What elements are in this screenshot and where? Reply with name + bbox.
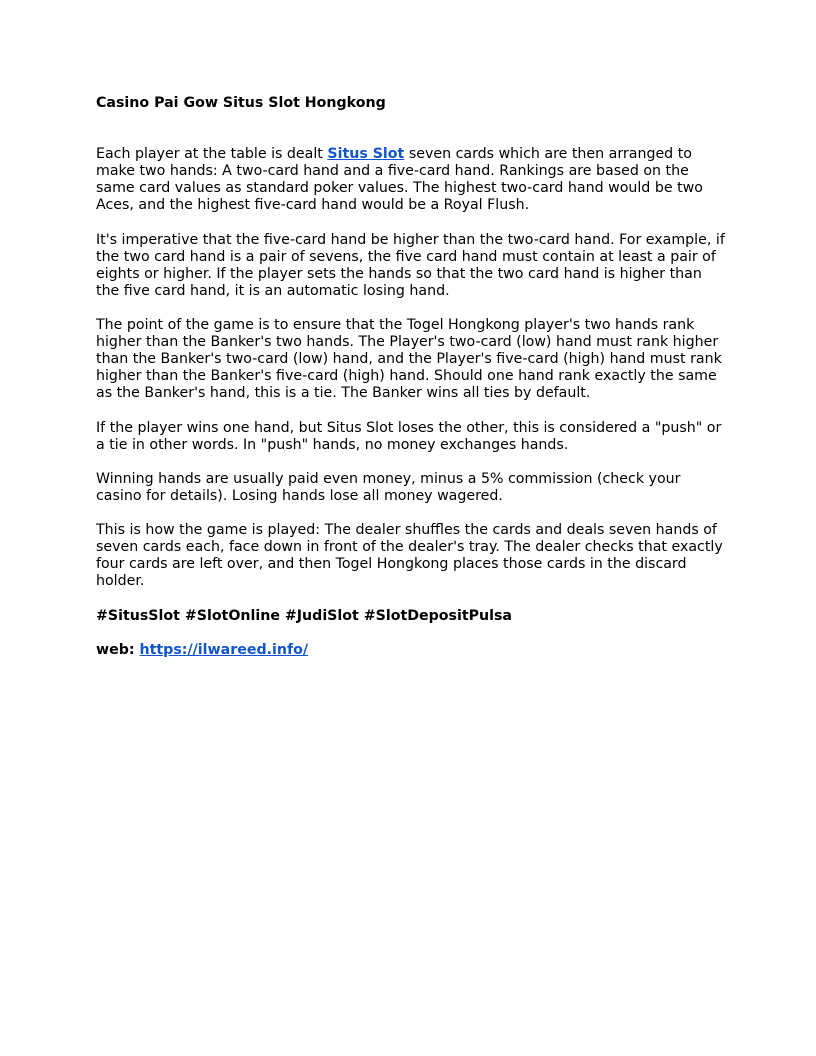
paragraph-1 — [96, 146, 726, 214]
situs-slot-link[interactable]: Situs Slot — [327, 146, 405, 163]
paragraph-1-after: seven cards which are then arranged to make two hands: A two-card hand and a five-card hand. Rankings are based on the same card values as standard poker values. The highest two-card hand would be two Aces, and the highest five-card hand would be a Royal Flush. — [96, 146, 703, 214]
hashtags: #SitusSlot #SlotOnline #JudiSlot #SlotDepositPulsa — [96, 607, 512, 624]
paragraph-5: Winning hands are usually paid even money, minus a 5% commission (check your casino for details). Losing hands lose all money wagered. — [96, 470, 681, 504]
paragraph-2: It's imperative that the five-card hand be higher than the two-card hand. For example, if the two card hand is a pair of sevens, the five card hand must contain at least a pair of eights or higher. If the player sets the hands so that the two card hand is higher than the five card hand, it is an automatic losing hand. — [96, 231, 725, 299]
web-label: web: — [96, 641, 140, 658]
paragraph-1-before: Each player at the table is dealt — [96, 146, 328, 163]
paragraph-3: The point of the game is to ensure that the Togel Hongkong player's two hands rank higher than the Banker's two hands. The Player's two-card (low) hand must rank higher than the Banker's two-card (low) hand, and the Player's five-card (high) hand must rank higher than the Banker's five-card (high) hand. Should one hand rank exactly the same as the Banker's hand, this is a tie. The Banker wins all ties by default. — [96, 317, 722, 402]
paragraph-4: If the player wins one hand, but Situs Slot loses the other, this is considered a "push" or a tie in other words. In "push" hands, no money exchanges hands. — [96, 419, 722, 453]
web-line — [96, 642, 726, 659]
website-link[interactable]: https://ilwareed.info/ — [139, 641, 309, 658]
document-page — [96, 95, 726, 676]
paragraph-6: This is how the game is played: The dealer shuffles the cards and deals seven hands of seven cards each, face down in front of the dealer's tray. The dealer checks that exactly four cards are left over, and then Togel Hongkong places those cards in the discard holder. — [96, 522, 723, 590]
document-title: Casino Pai Gow Situs Slot Hongkong — [96, 95, 386, 111]
